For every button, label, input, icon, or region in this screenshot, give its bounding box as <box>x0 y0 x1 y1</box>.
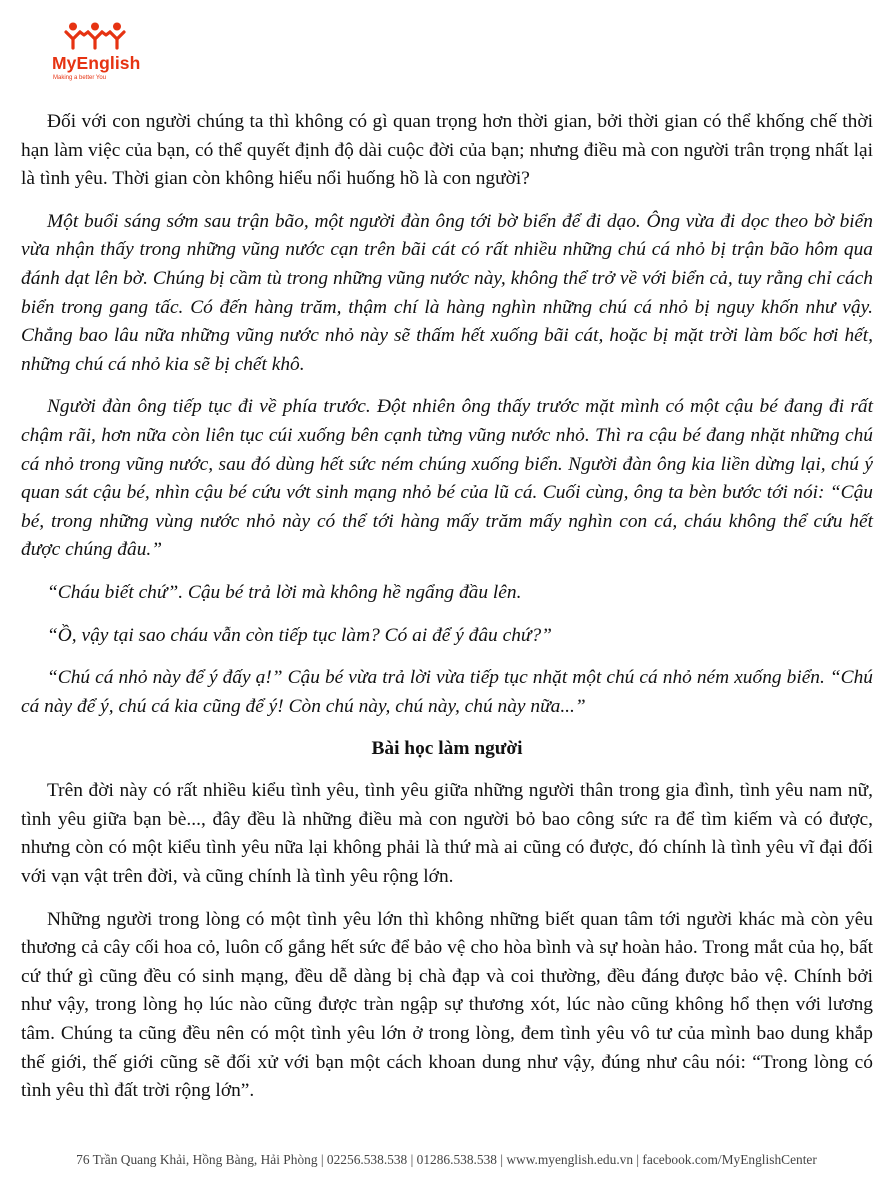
intro-paragraph: Đối với con người chúng ta thì không có gì quan trọng hơn thời gian, bởi thời gian có thể khống chế thời hạn làm việc của bạn, có thể quyết định độ dài cuộc đời của bạn; nhưng điều mà con người trân trọng nhất lại là tình yêu. Thời gian còn không hiểu nổi huống hồ là con người? <box>21 111 873 190</box>
lesson-paragraph: Trên đời này có rất nhiều kiểu tình yêu, tình yêu giữa những người thân trong gia đình, tình yêu nam nữ, tình yêu giữa bạn bè..., đây đều là những điều mà con người bỏ bao công sức ra để tìm kiếm và có được, nhưng còn có một kiểu tình yêu nữa lại không phải là thứ mà ai cũng có được, đó chính là tình yêu vĩ đại đối với vạn vật trên đời, và cũng chính là tình yêu rộng lớn. <box>21 780 873 888</box>
brand-tagline: Making a better You <box>53 75 107 81</box>
dialogue-line: “Cháu biết chứ”. Cậu bé trả lời mà không hề ngẩng đầu lên. <box>47 581 522 603</box>
dialogue-line: “Chú cá nhỏ này để ý đấy ạ!” Cậu bé vừa trả lời vừa tiếp tục nhặt một chú cá nhỏ ném xuống biển. “Chú cá này để ý, chú cá kia cũng để ý! Còn chú này, chú này, chú này nữa...” <box>21 667 873 717</box>
lesson-heading: Bài học làm người <box>371 738 523 760</box>
story-paragraph: Một buổi sáng sớm sau trận bão, một người đàn ông tới bờ biển để đi dạo. Ông vừa đi dọc theo bờ biển vừa nhận thấy trong những vũng nước cạn trên bãi cát có rất nhiều những chú cá nhỏ bị trận bão hôm qua đánh dạt lên bờ. Chúng bị cầm tù trong những vũng nước này, không thể trở về với biển cả, tuy rằng chỉ cách biển trong gang tấc. Có đến hàng trăm, thậm chí là hàng nghìn những chú cá nhỏ bị nguy khốn như vậy. Chẳng bao lâu nữa những vũng nước nhỏ này sẽ thấm hết xuống bãi cát, hoặc bị mặt trời làm bốc hơi hết, những chú cá nhỏ kia sẽ bị chết khô. <box>21 210 873 375</box>
lesson-paragraph: Những người trong lòng có một tình yêu lớn thì không những biết quan tâm tới người khác mà còn yêu thương cả cây cối hoa cỏ, luôn cố gắng hết sức để bảo vệ cho hòa bình và sự hoàn hảo. Trong mắt của họ, bất cứ thứ gì cũng đều có sinh mạng, đều dễ dàng bị chà đạp và coi thường, đều đáng được bảo vệ. Chính bởi như vậy, trong lòng họ lúc nào cũng được tràn ngập sự thương xót, lúc nào cũng không hổ thẹn với lương tâm. Chúng ta cũng đều nên có một tình yêu lớn ở trong lòng, đem tình yêu vô tư của mình bao dung khắp thế giới, thế giới cũng sẽ đối xử với bạn một cách khoan dung như vậy, đúng như câu nói: “Trong lòng có tình yêu thì đất trời rộng lớn”. <box>21 908 873 1102</box>
dialogue-line: “Ồ, vậy tại sao cháu vẫn còn tiếp tục làm? Có ai để ý đâu chứ?” <box>47 624 552 646</box>
contact-footer: 76 Trần Quang Khải, Hồng Bàng, Hải Phòng | 02256.538.538 | 01286.538.538 | www.myenglish.edu.vn | facebook.com/MyEnglishCenter <box>76 1152 817 1167</box>
people-logo-icon <box>64 22 126 50</box>
brand-name: MyEnglish <box>52 53 141 73</box>
brand-logo <box>52 22 162 86</box>
article-body <box>21 108 873 1120</box>
story-paragraph: Người đàn ông tiếp tục đi về phía trước. Đột nhiên ông thấy trước mặt mình có một cậu bé đang đi rất chậm rãi, hơn nữa còn liên tục cúi xuống bên cạnh từng vũng nước nhỏ. Thì ra cậu bé đang nhặt những chú cá nhỏ trong vũng nước, sau đó dùng hết sức ném chúng xuống biển. Người đàn ông kia liền dừng lại, chú ý quan sát cậu bé, nhìn cậu bé cứu vớt sinh mạng nhỏ bé của lũ cá. Cuối cùng, ông ta bèn bước tới nói: “Cậu bé, trong những vùng nước nhỏ này có thể tới hàng mấy trăm mấy nghìn con cá, cháu không thể cứu hết được chúng đâu.” <box>21 396 873 561</box>
